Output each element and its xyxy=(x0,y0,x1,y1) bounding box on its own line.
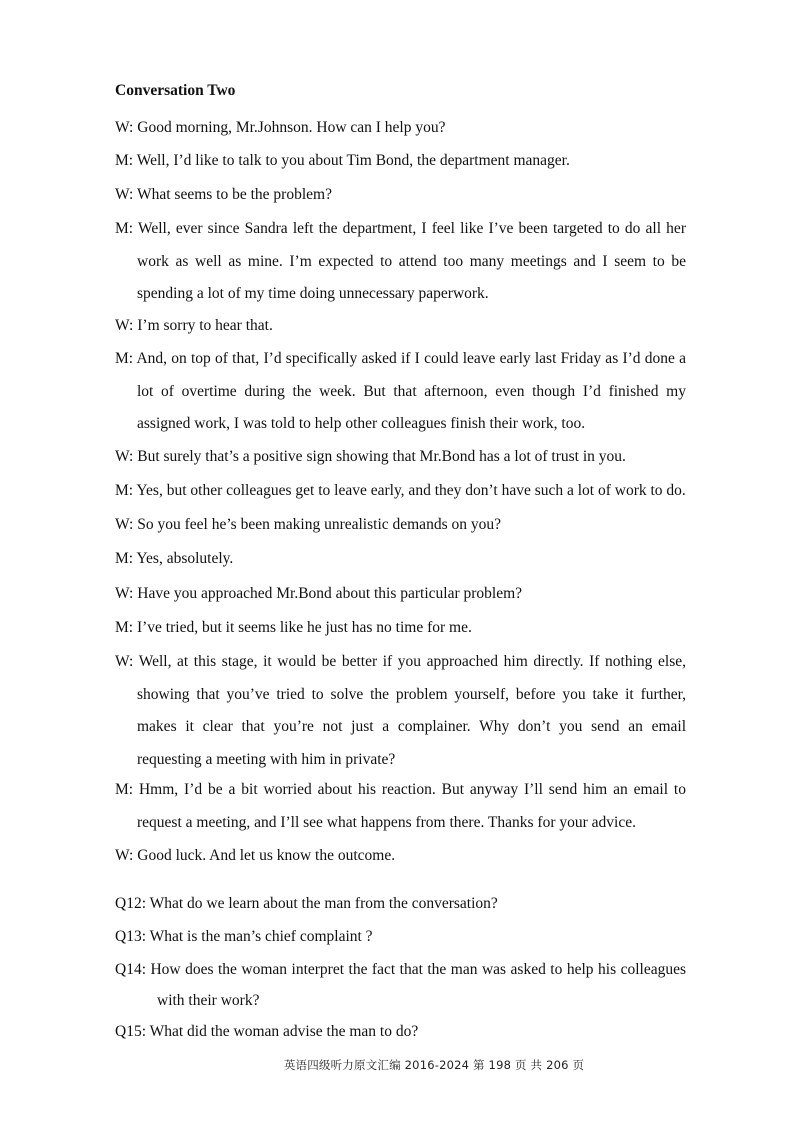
question-item xyxy=(115,1016,686,1047)
dialogue-turn xyxy=(115,112,686,145)
speaker-label: M: xyxy=(115,619,134,636)
dialogue-turn xyxy=(115,509,686,542)
speaker-label: M: xyxy=(115,350,134,367)
question-label: Q13: xyxy=(115,928,146,945)
dialogue-turn xyxy=(115,578,686,611)
question-label: Q12: xyxy=(115,895,146,912)
dialogue-turn xyxy=(115,543,686,576)
turn-text: And, on top of that, I’d specifically asked if I could leave early last Friday as I’d done a lot of overtime during the week. But that afternoon, even though I’d finished my assigned work, I was told to help other colleagues finish their work, too. xyxy=(136,350,686,432)
turn-text: Yes, absolutely. xyxy=(136,550,234,567)
speaker-label: M: xyxy=(115,482,134,499)
dialogue-turn xyxy=(115,475,686,508)
turn-text: So you feel he’s been making unrealistic demands on you? xyxy=(137,516,501,533)
question-label: Q14: xyxy=(115,961,146,978)
turn-text: Hmm, I’d be a bit worried about his reaction. But anyway I’ll send him an email to request a meeting, and I’ll see what happens from there. Thanks for your advice. xyxy=(137,781,686,831)
dialogue-turn xyxy=(115,310,686,343)
question-text: How does the woman interpret the fact that the man was asked to help his colleagues with their work? xyxy=(150,961,686,1009)
question-item xyxy=(115,921,686,952)
question-text: What do we learn about the man from the conversation? xyxy=(149,895,498,912)
question-item xyxy=(115,954,686,1016)
speaker-label: W: xyxy=(115,847,134,864)
speaker-label: W: xyxy=(115,119,134,136)
dialogue-turn xyxy=(115,774,686,839)
conversation-title: Conversation Two xyxy=(115,82,236,99)
dialogue-turn xyxy=(115,612,686,645)
turn-text: What seems to be the problem? xyxy=(136,186,332,203)
speaker-label: W: xyxy=(115,186,134,203)
speaker-label: M: xyxy=(115,220,134,237)
question-label: Q15: xyxy=(115,1023,146,1040)
speaker-label: M: xyxy=(115,550,134,567)
speaker-label: M: xyxy=(115,152,134,169)
turn-text: But surely that’s a positive sign showing that Mr.Bond has a lot of trust in you. xyxy=(137,448,626,465)
speaker-label: W: xyxy=(115,585,134,602)
dialogue-turn xyxy=(115,646,686,776)
question-item xyxy=(115,888,686,919)
question-text: What did the woman advise the man to do? xyxy=(149,1023,419,1040)
speaker-label: M: xyxy=(115,781,134,798)
dialogue-turn xyxy=(115,840,686,873)
dialogue-turn xyxy=(115,145,686,178)
dialogue-turn xyxy=(115,213,686,311)
question-text: What is the man’s chief complaint ? xyxy=(149,928,373,945)
turn-text: Well, I’d like to talk to you about Tim Bond, the department manager. xyxy=(136,152,570,169)
dialogue-turn xyxy=(115,441,686,474)
speaker-label: W: xyxy=(115,448,134,465)
turn-text: I’m sorry to hear that. xyxy=(137,317,273,334)
page-footer: 英语四级听力原文汇编 2016-2024 第 198 页 共 206 页 xyxy=(283,1058,585,1072)
turn-text: Have you approached Mr.Bond about this particular problem? xyxy=(137,585,523,602)
speaker-label: W: xyxy=(115,317,134,334)
turn-text: Good morning, Mr.Johnson. How can I help you? xyxy=(137,119,446,136)
turn-text: Well, ever since Sandra left the department, I feel like I’ve been targeted to do all her work as well as mine. I’m expected to attend too many meetings and I seem to be spending a lot of my time doing unnecessary paperwork. xyxy=(137,220,686,302)
turn-text: I’ve tried, but it seems like he just has no time for me. xyxy=(136,619,472,636)
dialogue-turn xyxy=(115,179,686,212)
dialogue-turn xyxy=(115,343,686,441)
turn-text: Good luck. And let us know the outcome. xyxy=(137,847,396,864)
speaker-label: W: xyxy=(115,516,134,533)
turn-text: Well, at this stage, it would be better if you approached him directly. If nothing else, showing that you’ve tried to solve the problem yourself, before you take it further, makes it clear that you’re not just a complainer. Why don’t you send an email requesting a meeting with him in private? xyxy=(137,653,686,768)
speaker-label: W: xyxy=(115,653,134,670)
turn-text: Yes, but other colleagues get to leave early, and they don’t have such a lot of work to do. xyxy=(136,482,686,499)
